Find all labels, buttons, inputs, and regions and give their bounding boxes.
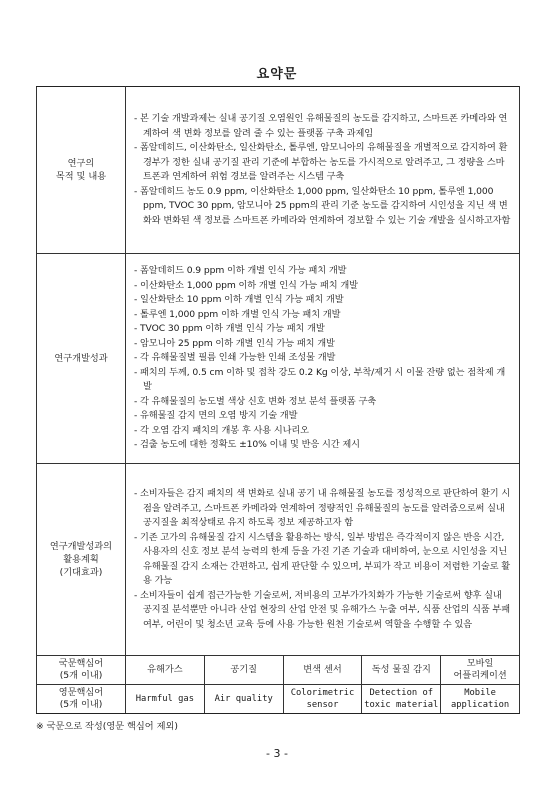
keyword-en: Air quality [204,685,283,714]
section-plan-row [37,464,520,656]
keywords-table [36,655,520,714]
keyword-en: Colorimetric sensor [283,685,362,714]
page-title: 요약문 [256,67,298,82]
list-item: - 각 오염 감지 패치의 개봉 후 사용 시나리오 [134,424,309,436]
section-label: 연구개발성과의 활용계획 (기대효과) [37,464,126,656]
summary-table [36,86,520,656]
keyword-ko: 모바일 어플리케이션 [441,656,520,685]
section-purpose-row [37,87,520,254]
keyword-en: Detection of toxic material [362,685,441,714]
section-content [126,464,520,656]
keywords-en-row [37,685,520,714]
list-item: - 폼알데히드, 이산화탄소, 일산화탄소, 톨루엔, 암모니아의 유해물질을 개별적으로 감지하여 환경부가 정한 실내 공기질 관리 기준에 부합하는 농도를 가시적으로 알려주고, 그 정량을 스마트폰과 연계하여 위험 경보를 알려주는 시스템 구축 [134,142,508,182]
list-item: - 이산화탄소 1,000 ppm 이하 개별 인식 가능 패치 개발 [134,279,358,291]
page-number: - 3 - [266,747,288,760]
list-item: - 소비자들이 쉽게 접근가능한 기술로써, 저비용의 고부가가치화가 가능한 기술로써 향후 실내 공지질 분석뿐만 아니라 산업 현장의 산업 안전 및 유해가스 누출 여부, 식품 산업의 식품 부패 여부, 어린이 및 청소년 교육 등에 사용 가능한 원천 기술로써 역할을 수행할 수 있음 [134,589,510,630]
list-item: - 암모니아 25 ppm 이하 개별 인식 가능 패치 개발 [134,337,335,349]
section-results-row [37,254,520,464]
list-item: - 폼알데히드 0.9 ppm 이하 개별 인식 가능 패치 개발 [134,265,347,277]
list-item: - 톨루엔 1,000 ppm 이하 개별 인식 가능 패치 개발 [134,308,341,320]
list-item: - 기존 고가의 유해물질 감지 시스템을 활용하는 방식, 일부 방법은 즉각적이지 않은 반응 시간, 사용자의 신호 정보 분석 능력의 한계 등을 가진 기존 기술과 대비하여, 눈으로 시인성을 지닌 유해물질 감지 소재는 간편하고, 쉽게 판단할 수 있으며, 부피가 작고 비용이 저렴한 기술로 활용 가능 [134,531,510,586]
section-label: 연구개발성과 [37,254,126,464]
keyword-ko: 유해가스 [126,656,205,685]
section-label: 연구의 목적 및 내용 [37,87,126,254]
list-item: - 소비자들은 감지 패치의 색 변화로 실내 공기 내 유해물질 농도를 정성적으로 판단하여 환기 시점을 알려주고, 스마트폰 카메라와 연계하여 정량적인 유해물질의 농도를 알려줌으로써 실내 공지질을 최적상태로 유지 하도록 정보 제공하고자 함 [134,488,511,528]
footnote: ※ 국문으로 작성(영문 핵심어 제외) [36,721,178,732]
section-content [126,254,520,464]
section-content [126,87,520,254]
list-item: - 각 유해물질별 필름 인쇄 가능한 인쇄 조성물 개발 [134,352,336,364]
list-item: - 유해물질 감지 면의 오염 방지 기술 개발 [134,410,298,422]
list-item: - 각 유해물질의 농도별 색상 신호 변화 정보 분석 플랫폼 구축 [134,395,377,407]
keywords-ko-label: 국문핵심어 (5개 이내) [37,656,126,685]
keywords-ko-row [37,656,520,685]
list-item: - 본 기술 개발과제는 실내 공기질 오염원인 유해물질의 농도를 감지하고, 스마트폰 카메라와 연계하여 색 변화 정보를 알려 줄 수 있는 플랫폼 구축 과제임 [134,113,508,139]
keyword-ko: 공기질 [204,656,283,685]
list-item: - TVOC 30 ppm 이하 개별 인식 가능 패치 개발 [134,323,325,335]
keyword-ko: 독성 물질 감지 [362,656,441,685]
keyword-en: Harmful gas [126,685,205,714]
list-item: - 폼알데히드 농도 0.9 ppm, 이산화탄소 1,000 ppm, 일산화탄소 10 ppm, 톨루엔 1,000 ppm, TVOC 30 ppm, 암모니아 25 ppm의 관리 기준 농도를 감지하여 시인성을 지닌 색 변화와 변화된 색 정보를 스마트폰 카메라와 연계하여 경보할 수 있는 기술 개발을 실시하고자함 [134,185,511,226]
keyword-ko: 변색 센서 [283,656,362,685]
list-item: - 일산화탄소 10 ppm 이하 개별 인식 가능 패치 개발 [134,294,344,306]
list-item: - 패치의 두께, 0.5 cm 이하 및 접착 강도 0.2 Kg 이상, 부착/제거 시 이물 잔량 없는 점착제 개발 [134,366,506,393]
keywords-en-label: 영문핵심어 (5개 이내) [37,685,126,714]
keyword-en: Mobile application [441,685,520,714]
list-item: - 검출 농도에 대한 정확도 ±10% 이내 및 반응 시간 제시 [134,439,360,451]
